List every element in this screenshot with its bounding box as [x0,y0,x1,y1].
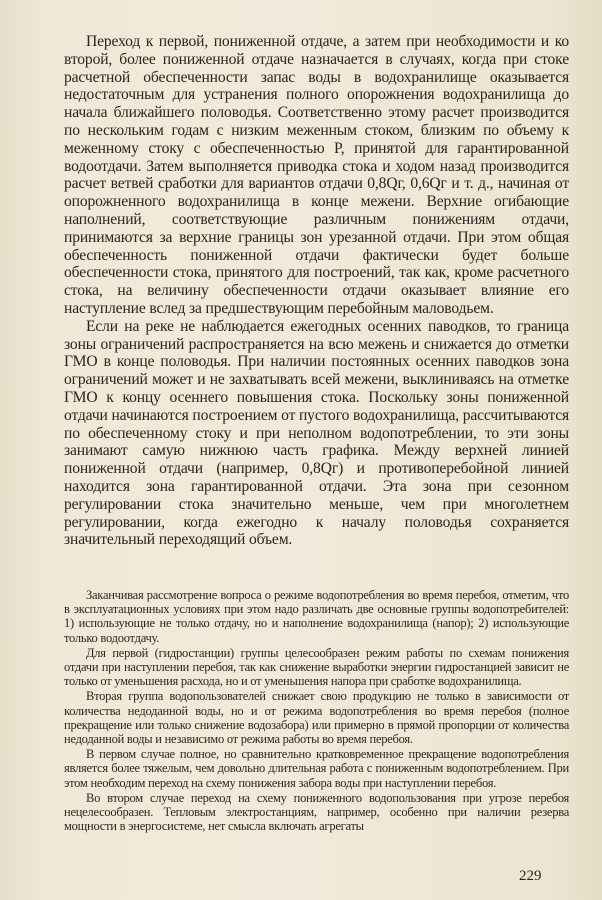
small-paragraph: Во втором случае переход на схему пониженного водопользования при угрозе перебоя нецелесообразен. Тепловым электростанциям, например, особенно при наличии резерва мощности в энергосистеме, нет смысла включать агрегаты [64,790,569,834]
small-paragraph: Для первой (гидростанции) группы целесообразен режим работы по схемам понижения отдачи при наступлении перебоя, так как снижение выработки энергии гидростанцией зависит не только от уменьшения расхода, но и от уменьшения напора при сработке водохранилища. [64,645,569,689]
main-text [64,33,569,549]
small-paragraph: В первом случае полное, но сравнительно кратковременное прекращение водопотребления является более тяжелым, чем довольно длительная работа с пониженным водопотреблением. При этом необходим переход на схему понижения забора воды при наступлении перебоя. [64,747,569,790]
small-paragraph: Вторая группа водопользователей снижает свою продукцию не только в зависимости от количества недоданной воды, но и от режима водопотребления во время перебоя (полное прекращение или только снижение водозабора) или примерно в прямой пропорции от количества недоданной воды и независимо от режима работы во время перебоя. [64,689,569,747]
page-number: 229 [519,868,542,884]
small-paragraph: Заканчивая рассмотрение вопроса о режиме водопотребления во время перебоя, отметим, что в эксплуатационных условиях при этом надо различать две основные группы водопотребителей: 1) использующие не только отдачу, но и наполнение водохранилища (напор); 2) использующие только водоотдачу. [64,588,569,645]
main-paragraph: Переход к первой, пониженной отдаче, а затем при необходимости и ко второй, более пониженной отдаче назначается в случаях, когда при стоке расчетной обеспеченности запас воды в водохранилище оказывается недостаточным для устранения полного опорожнения водохранилища до начала ближайшего половодья. Соответственно этому расчет производится по нескольким годам с низким меженным стоком, близким по объему к меженному стоку с обеспеченностью P, принятой для гарантированной водоотдачи. Затем выполняется приводка стока и ходом назад производится расчет ветвей сработки для вариантов отдачи 0,8Qг, 0,6Qг и т. д., начиная от опорожненного водохранилища в конце межени. Верхние огибающие наполнений, соответствующие различным понижениям отдачи, принимаются за верхние границы зон урезанной отдачи. При этом общая обеспеченность пониженной отдачи фактически будет больше обеспеченности стока, принятого для построений, так как, кроме расчетного стока, на величину обеспеченности отдачи оказывает влияние его наступление вслед за предшествующим перебойным маловодьем. [64,33,569,317]
small-print-text [64,588,569,834]
main-paragraph: Если на реке не наблюдается ежегодных осенних паводков, то граница зоны ограничений распространяется на всю межень и снижается до отметки ГМО в конце половодья. При наличии постоянных осенних паводков зона ограничений может и не захватывать всей межени, выклиниваясь на отметке ГМО к концу осеннего повышения стока. Поскольку зоны пониженной отдачи начинаются построением от пустого водохранилища, рассчитываются по обеспеченному стоку и при неполном водопотреблении, то эти зоны занимают самую нижнюю часть графика. Между верхней линией пониженной отдачи (например, 0,8Qг) и противоперебойной линией находится зона гарантированной отдачи. Эта зона при сезонном регулировании стока значительно меньше, чем при многолетнем регулировании, когда ежегодно к началу половодья сохраняется значительный переходящий объем. [64,317,569,549]
